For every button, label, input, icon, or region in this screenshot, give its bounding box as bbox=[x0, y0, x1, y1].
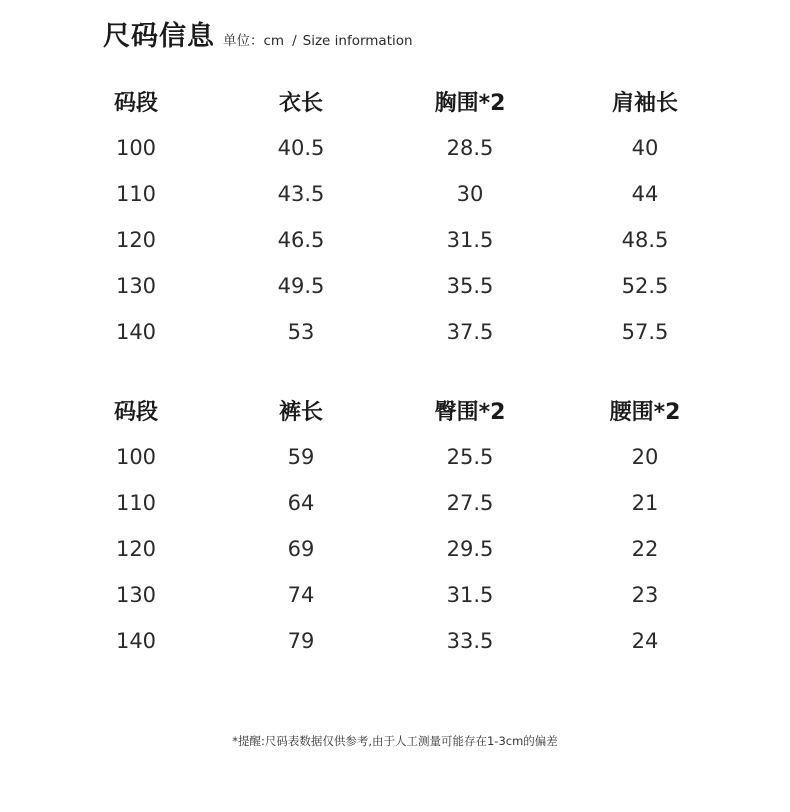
cell-hip: 25.5 bbox=[446, 445, 494, 469]
cell-size: 100 bbox=[115, 136, 157, 160]
cell-shoulder-sleeve: 48.5 bbox=[621, 228, 669, 252]
unit-label-english: Size information bbox=[302, 33, 413, 49]
cell-size: 100 bbox=[115, 445, 157, 469]
table-row bbox=[60, 171, 740, 217]
cell-size: 130 bbox=[115, 583, 157, 607]
cell-shoulder-sleeve: 52.5 bbox=[621, 274, 669, 298]
unit-separator: / bbox=[292, 33, 297, 49]
cell-pants-length: 69 bbox=[287, 537, 315, 561]
cell-length: 46.5 bbox=[277, 228, 325, 252]
cell-size: 110 bbox=[115, 491, 157, 515]
table-row bbox=[60, 572, 740, 618]
cell-length: 43.5 bbox=[277, 182, 325, 206]
cell-size: 140 bbox=[115, 629, 157, 653]
cell-size: 130 bbox=[115, 274, 157, 298]
table-row bbox=[60, 217, 740, 263]
cell-pants-length: 59 bbox=[287, 445, 315, 469]
header-size: 码段 bbox=[113, 90, 158, 116]
table-row bbox=[60, 309, 740, 355]
cell-length: 49.5 bbox=[277, 274, 325, 298]
cell-hip: 31.5 bbox=[446, 583, 494, 607]
header-chest: 胸围*2 bbox=[434, 90, 506, 116]
cell-shoulder-sleeve: 40 bbox=[631, 136, 659, 160]
cell-pants-length: 64 bbox=[287, 491, 315, 515]
cell-waist: 21 bbox=[631, 491, 659, 515]
footnote: *提醒:尺码表数据仅供参考,由于人工测量可能存在1-3cm的偏差 bbox=[232, 734, 558, 748]
top-size-table bbox=[60, 77, 740, 355]
cell-waist: 23 bbox=[631, 583, 659, 607]
cell-length: 40.5 bbox=[277, 136, 325, 160]
cell-shoulder-sleeve: 57.5 bbox=[621, 320, 669, 344]
cell-waist: 22 bbox=[631, 537, 659, 561]
page-title: 尺码信息 bbox=[103, 21, 215, 52]
table-row bbox=[60, 480, 740, 526]
cell-size: 120 bbox=[115, 537, 157, 561]
cell-chest: 31.5 bbox=[446, 228, 494, 252]
table-header-row bbox=[60, 386, 740, 434]
cell-shoulder-sleeve: 44 bbox=[631, 182, 659, 206]
cell-chest: 30 bbox=[456, 182, 484, 206]
cell-length: 53 bbox=[287, 320, 315, 344]
cell-size: 120 bbox=[115, 228, 157, 252]
cell-hip: 33.5 bbox=[446, 629, 494, 653]
header-length: 衣长 bbox=[278, 90, 323, 116]
cell-pants-length: 79 bbox=[287, 629, 315, 653]
table-header-row bbox=[60, 77, 740, 125]
table-row bbox=[60, 434, 740, 480]
cell-chest: 35.5 bbox=[446, 274, 494, 298]
cell-size: 140 bbox=[115, 320, 157, 344]
unit-label: 单位：cm bbox=[223, 33, 285, 49]
header-size: 码段 bbox=[113, 399, 158, 425]
table-row bbox=[60, 125, 740, 171]
header-hip: 臀围*2 bbox=[434, 399, 506, 425]
header-waist: 腰围*2 bbox=[609, 399, 681, 425]
header-shoulder-sleeve: 肩袖长 bbox=[611, 90, 678, 116]
table-row bbox=[60, 263, 740, 309]
table-row bbox=[60, 618, 740, 664]
header-pants-length: 裤长 bbox=[278, 399, 323, 425]
page-header bbox=[103, 14, 413, 53]
cell-size: 110 bbox=[115, 182, 157, 206]
pants-size-table bbox=[60, 386, 740, 664]
cell-pants-length: 74 bbox=[287, 583, 315, 607]
cell-hip: 27.5 bbox=[446, 491, 494, 515]
cell-waist: 24 bbox=[631, 629, 659, 653]
cell-waist: 20 bbox=[631, 445, 659, 469]
table-row bbox=[60, 526, 740, 572]
cell-hip: 29.5 bbox=[446, 537, 494, 561]
cell-chest: 28.5 bbox=[446, 136, 494, 160]
cell-chest: 37.5 bbox=[446, 320, 494, 344]
